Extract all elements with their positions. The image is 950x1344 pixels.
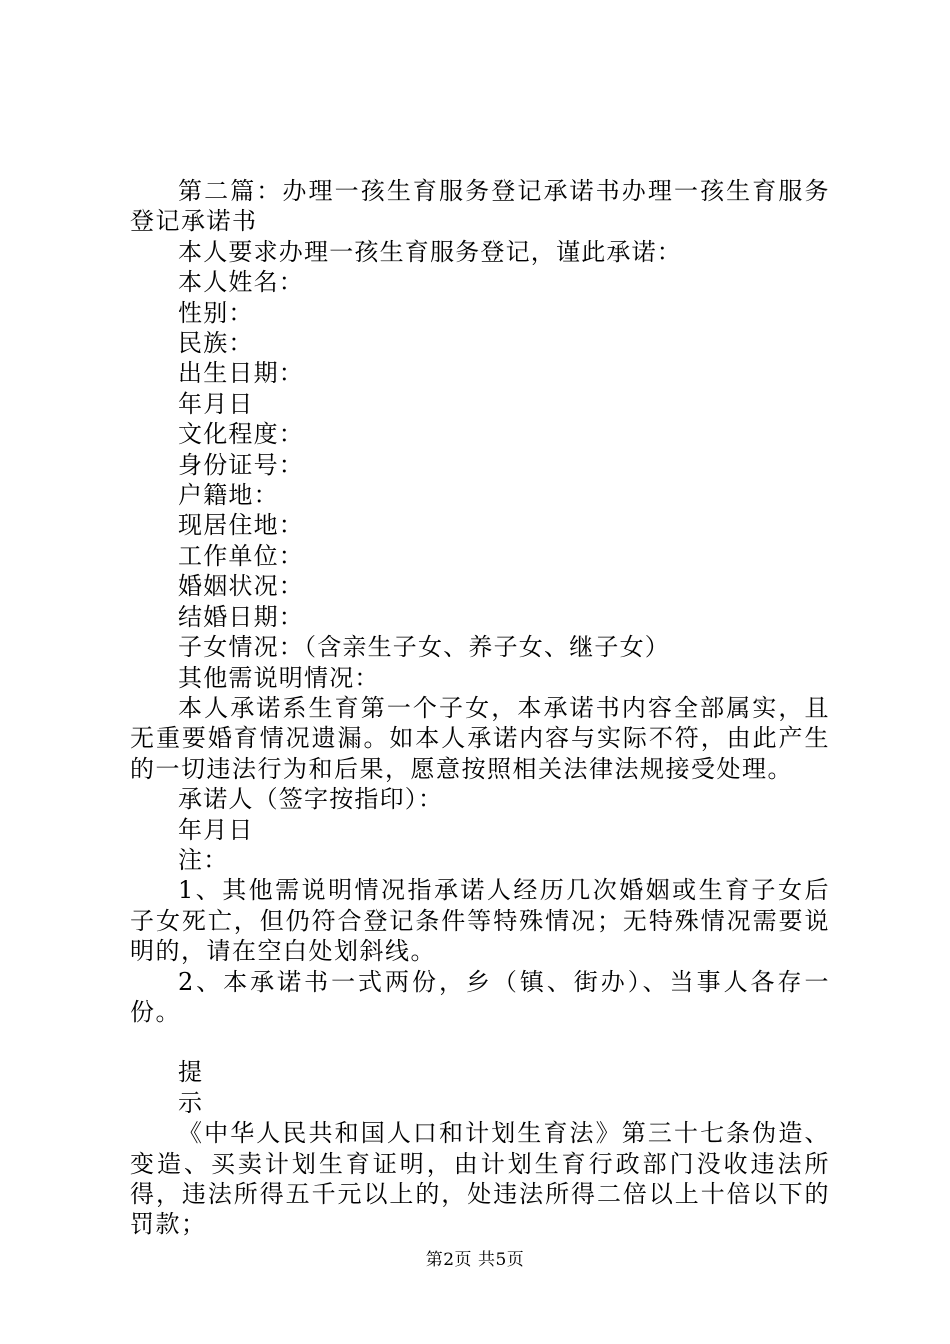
intro-text: 本人要求办理一孩生育服务登记，谨此承诺： [178,237,682,266]
signature-line: 承诺人（签字按指印）： [178,785,444,814]
field-work-unit: 工作单位： [178,541,304,570]
sign-date: 年月日 [178,815,254,844]
field-other-notes: 其他需说明情况： [178,663,380,692]
document-body [130,176,830,1240]
field-children: 子女情况：（含亲生子女、养子女、继子女） [178,633,670,662]
field-birth-date: 出生日期： [178,359,304,388]
field-marriage-date: 结婚日期： [178,602,304,631]
law-excerpt: 《中华人民共和国人口和计划生育法》第三十七条伪造、变造、买卖计划生育证明，由计划生育行政部门没收违法所得，违法所得五千元以上的，处违法所得二倍以上十倍以下的罚款； [130,1119,830,1239]
page-indicator: 第2页 共5页 [425,1250,525,1270]
note-item-2: 2、本承诺书一式两份，乡（镇、街办）、当事人各存一份。 [130,967,830,1026]
tip-heading-char-1: 提 [178,1058,204,1087]
field-id-number: 身份证号： [178,450,304,479]
note-item-1: 1、其他需说明情况指承诺人经历几次婚姻或生育子女后子女死亡，但仍符合登记条件等特殊情况；无特殊情况需要说明的，请在空白处划斜线。 [130,876,830,966]
spacer [130,1027,830,1057]
document-title: 第二篇：办理一孩生育服务登记承诺书办理一孩生育服务登记承诺书 [130,177,830,236]
field-gender: 性别： [178,298,254,327]
field-current-residence: 现居住地： [178,511,304,540]
field-name: 本人姓名： [178,268,304,297]
field-education: 文化程度： [178,420,304,449]
field-ethnicity: 民族： [178,329,254,358]
field-birth-date-format: 年月日 [178,389,254,418]
field-marital-status: 婚姻状况： [178,572,304,601]
note-label: 注： [178,845,229,874]
tip-heading-char-2: 示 [178,1088,204,1117]
pledge-paragraph: 本人承诺系生育第一个子女，本承诺书内容全部属实，且无重要婚育情况遗漏。如本人承诺内容与实际不符，由此产生的一切违法行为和后果，愿意按照相关法律法规接受处理。 [130,693,830,783]
field-household-registration: 户籍地： [178,481,279,510]
